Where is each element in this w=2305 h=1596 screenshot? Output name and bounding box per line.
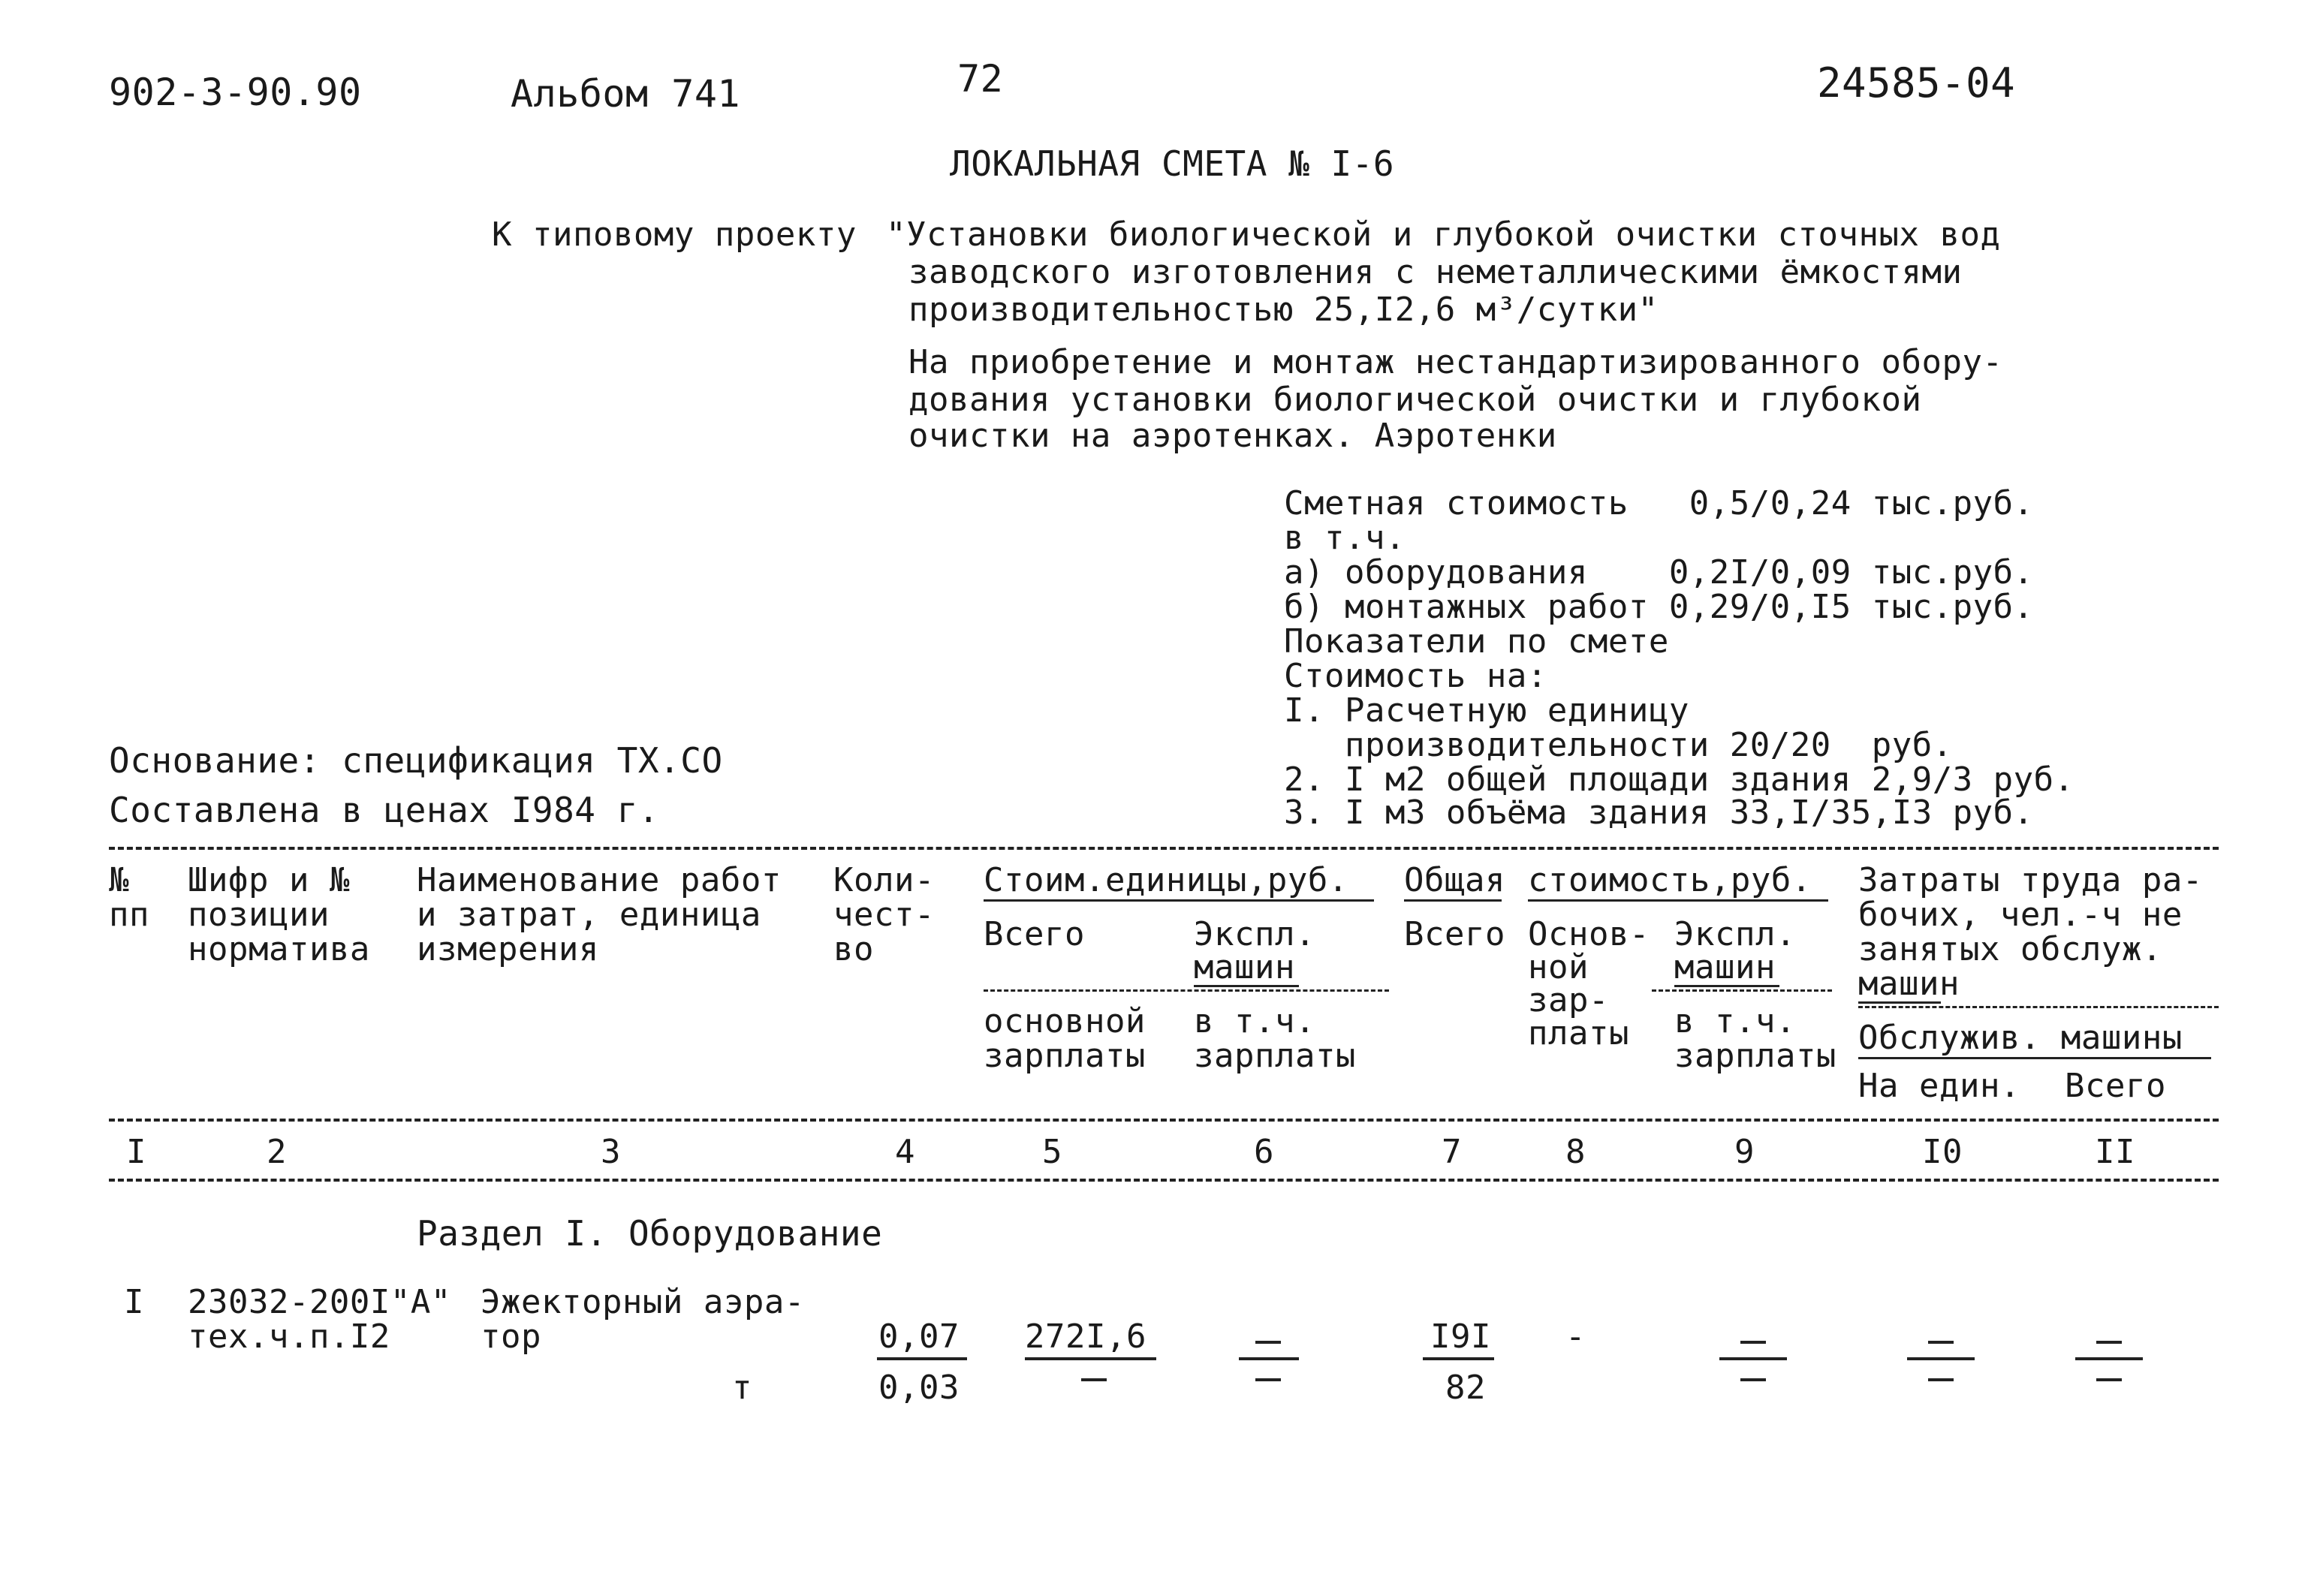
unit-cost-fraction-line <box>1025 1357 1156 1360</box>
header-unit-cost-group: Стоим.единицы,руб. <box>984 861 1348 899</box>
cost-line-1: Сметная стоимость 0,5/0,24 тыс.руб. <box>1284 484 2034 522</box>
table-header-bottom-border <box>109 1119 2219 1122</box>
col-number-3: 3 <box>601 1133 621 1171</box>
project-line-2: заводского изготовления с неметаллическими ёмкостями <box>908 253 1963 291</box>
project-prefix: К типовому проекту <box>492 215 857 254</box>
row-total-top: I9I <box>1430 1317 1491 1356</box>
header-total-base-1: Основ- <box>1528 915 1650 953</box>
machines-empty-mark-top <box>1255 1341 1281 1344</box>
col-number-7: 7 <box>1442 1133 1462 1171</box>
col-number-2: 2 <box>267 1133 287 1171</box>
table-top-border <box>109 847 2219 850</box>
labor-unit-empty-bottom <box>1928 1378 1954 1381</box>
unit-machines-underline <box>1194 985 1299 987</box>
section-title: Раздел I. Оборудование <box>417 1213 883 1254</box>
header-col3-line3: измерения <box>417 930 599 968</box>
document-number: 24585-04 <box>1817 59 2016 107</box>
total-machines-underline <box>1674 985 1779 987</box>
cost-line-10: 3. I м3 объёма здания 33,I/35,I3 руб. <box>1284 793 2034 832</box>
cost-line-7: I. Расчетную единицу <box>1284 691 1689 730</box>
row-total-bottom: 82 <box>1445 1369 1486 1407</box>
header-total-group-a: Общая <box>1404 861 1505 899</box>
col-number-10: I0 <box>1922 1133 1963 1171</box>
labor-total-empty-top <box>2096 1341 2122 1344</box>
cost-line-6: Стоимость на: <box>1284 657 1547 695</box>
page-number: 72 <box>957 57 1004 101</box>
cost-line-3: а) оборудования 0,2I/0,09 тыс.руб. <box>1284 553 2034 592</box>
header-labor-total: Всего <box>2065 1067 2166 1105</box>
total-machines-empty-bottom <box>1740 1378 1766 1381</box>
header-total-machine-salary-2: зарплаты <box>1674 1037 1836 1075</box>
row-quantity-bottom: 0,03 <box>878 1369 960 1407</box>
header-unit-machine-salary-2: зарплаты <box>1194 1037 1356 1075</box>
row-name-2: тор <box>481 1317 541 1356</box>
machines-fraction-line <box>1239 1357 1299 1360</box>
total-group-b-underline <box>1528 899 1828 902</box>
labor-total-fraction-line <box>2075 1357 2143 1360</box>
cost-line-2: в т.ч. <box>1284 519 1406 557</box>
header-total-base-4: платы <box>1528 1014 1629 1052</box>
header-labor-1: Затраты труда ра- <box>1858 861 2203 899</box>
row-quantity-top: 0,07 <box>878 1317 960 1356</box>
header-col4-line2: чест- <box>833 896 935 934</box>
header-col4-line3: во <box>833 930 874 968</box>
row-unit: т <box>732 1369 752 1407</box>
total-machines-empty-top <box>1740 1341 1766 1344</box>
labor-unit-fraction-line <box>1907 1357 1975 1360</box>
col-number-4: 4 <box>895 1133 915 1171</box>
project-line-3: производительностью 25,I2,6 м³/сутки" <box>908 291 1659 329</box>
quantity-fraction-line <box>877 1357 967 1360</box>
col-number-6: 6 <box>1254 1133 1274 1171</box>
header-total-base-3: зар- <box>1528 981 1609 1019</box>
total-machines-fraction-line <box>1719 1357 1787 1360</box>
unit-cost-sub-divider <box>984 989 1389 992</box>
album-label: Альбом 741 <box>511 72 741 116</box>
total-fraction-line <box>1423 1357 1494 1360</box>
header-col2-line3: норматива <box>188 930 370 968</box>
purpose-line-2: дования установки биологической очистки и глубокой <box>908 381 1922 419</box>
machines-empty-mark-bottom <box>1255 1378 1281 1381</box>
basis-text: Основание: спецификация ТХ.СО <box>109 740 723 781</box>
row-code-2: тех.ч.п.I2 <box>188 1317 390 1356</box>
unit-cost-underline <box>984 899 1374 902</box>
unit-salary-empty-mark <box>1081 1378 1107 1381</box>
header-col4-line1: Коли- <box>833 861 935 899</box>
header-col2-line1: Шифр и № <box>188 861 350 899</box>
row-base-salary: - <box>1565 1317 1586 1356</box>
header-labor-3: занятых обслуж. <box>1858 930 2162 968</box>
header-total-base-2: ной <box>1528 948 1589 986</box>
header-total-all: Всего <box>1404 915 1505 953</box>
row-code-1: 23032-200I"А" <box>188 1283 451 1321</box>
labor-service-underline <box>1858 1057 2211 1059</box>
header-total-machines-1: Экспл. <box>1674 915 1796 953</box>
header-unit-total: Всего <box>984 915 1085 953</box>
page-title: ЛОКАЛЬНАЯ СМЕТА № I-6 <box>950 143 1395 184</box>
cost-line-5: Показатели по смете <box>1284 622 1669 661</box>
header-unit-machines-1: Экспл. <box>1194 915 1315 953</box>
col-number-8: 8 <box>1565 1133 1586 1171</box>
labor-sub-divider <box>1858 1006 2219 1008</box>
header-col3-line2: и затрат, единица <box>417 896 761 934</box>
header-col2-line2: позиции <box>188 896 330 934</box>
col-number-1: I <box>126 1133 146 1171</box>
purpose-line-1: На приобретение и монтаж нестандартизированного обору- <box>908 343 2003 381</box>
header-labor-2: бочих, чел.-ч не <box>1858 896 2183 934</box>
header-labor-per-unit: На един. <box>1858 1067 2020 1105</box>
total-group-a-underline <box>1404 899 1502 902</box>
header-unit-salary-1: основной <box>984 1002 1146 1040</box>
column-numbers-bottom-border <box>109 1179 2219 1182</box>
project-line-1: "Установки биологической и глубокой очистки сточных вод <box>886 215 2001 254</box>
row-unit-cost: 272I,6 <box>1025 1317 1146 1356</box>
total-sub-divider <box>1652 989 1832 992</box>
header-labor-4: машин <box>1858 965 1960 1003</box>
document-code: 902-3-90.90 <box>109 71 362 114</box>
header-total-machines-2: машин <box>1674 948 1776 986</box>
header-col1-line2: пп <box>109 896 149 934</box>
cost-line-8: производительности 20/20 руб. <box>1284 726 1953 764</box>
col-number-9: 9 <box>1734 1133 1755 1171</box>
labor-machines-underline <box>1858 1001 1941 1004</box>
header-total-group-b: стоимость,руб. <box>1528 861 1812 899</box>
row-name-1: Эжекторный аэра- <box>481 1283 805 1321</box>
cost-line-4: б) монтажных работ 0,29/0,I5 тыс.руб. <box>1284 588 2034 626</box>
purpose-line-3: очистки на аэротенках. Аэротенки <box>908 417 1557 455</box>
header-unit-machine-salary-1: в т.ч. <box>1194 1002 1315 1040</box>
col-number-11: II <box>2095 1133 2135 1171</box>
header-labor-service: Обслужив. машины <box>1858 1019 2183 1057</box>
header-col1-line1: № <box>109 861 129 899</box>
header-unit-salary-2: зарплаты <box>984 1037 1146 1075</box>
labor-unit-empty-top <box>1928 1341 1954 1344</box>
col-number-5: 5 <box>1042 1133 1062 1171</box>
header-col3-line1: Наименование работ <box>417 861 782 899</box>
header-total-machine-salary-1: в т.ч. <box>1674 1002 1796 1040</box>
row-number: I <box>124 1283 144 1321</box>
header-unit-machines-2: машин <box>1194 948 1295 986</box>
cost-line-9: 2. I м2 общей площади здания 2,9/3 руб. <box>1284 760 2074 799</box>
labor-total-empty-bottom <box>2096 1378 2122 1381</box>
prices-text: Составлена в ценах I984 г. <box>109 790 660 830</box>
